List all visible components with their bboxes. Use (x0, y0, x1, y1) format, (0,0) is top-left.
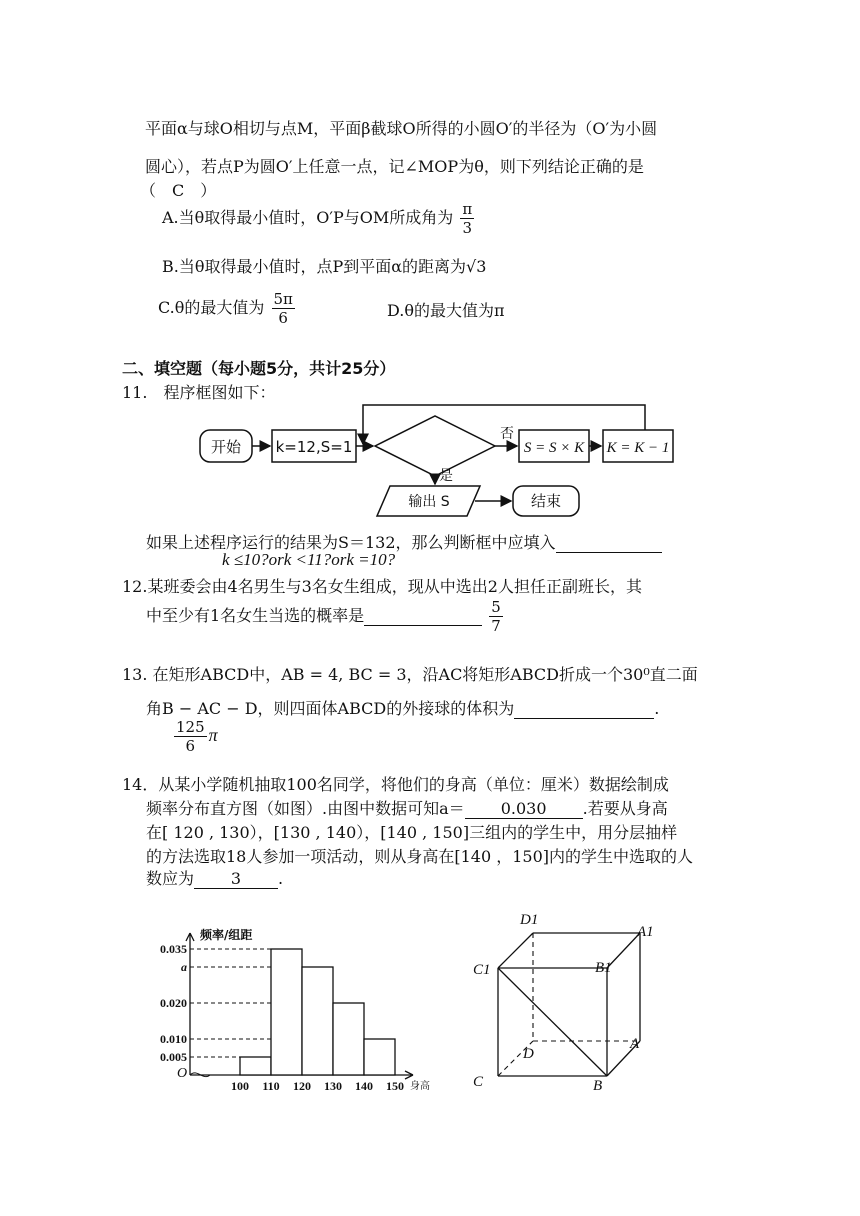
flow-yes-label: 是 (439, 468, 453, 484)
histogram-bar (364, 1039, 395, 1075)
q14-line5: 数应为 3 . (146, 869, 284, 888)
cube-label-b1: B1 (595, 960, 612, 976)
hist-ylabel: 频率/组距 (200, 928, 253, 942)
q11-question: 如果上述程序运行的结果为S＝132，那么判断框中应填入 (146, 530, 662, 553)
histogram-ytick: 0.010 (160, 1032, 187, 1046)
histogram-bar (302, 967, 333, 1075)
q10-answer: （ C ） (140, 181, 217, 200)
q13-line1: 13. 在矩形ABCD中，AB = 4, BC = 3，沿AC将矩形ABCD折成一个30⁰直二面 (122, 665, 698, 684)
cube-label-a1: A1 (637, 924, 654, 940)
flow-decision-diamond (375, 416, 495, 476)
frequency-histogram (145, 925, 445, 1095)
option-a-fraction: $\frac{\pi}{3}$ (462, 200, 473, 237)
histogram-xtick: 140 (355, 1079, 373, 1093)
q10-option-c: C.θ的最大值为 $\frac{5\pi}{6}$ (158, 290, 293, 327)
q13-line2: 角B − AC − D，则四面体ABCD的外接球的体积为 . (146, 699, 660, 718)
flow-output-label: 输出 S (408, 494, 450, 510)
q11-answer: k ≤10?ork <11?ork =10? (222, 550, 396, 569)
histogram-xtick: 150 (386, 1079, 404, 1093)
q10-option-a: A.当θ取得最小值时，O′P与OM所成角为 $\frac{\pi}{3}$ (162, 200, 473, 237)
flow-start-label: 开始 (210, 438, 242, 456)
q14-line1: 14．从某小学随机抽取100名同学，将他们的身高（单位：厘米）数据绘制成 (122, 775, 669, 794)
histogram-bar (333, 1003, 364, 1075)
cube-figure (465, 908, 665, 1093)
cube-label-c: C (473, 1074, 484, 1090)
histogram-bar (271, 949, 302, 1075)
section-heading: 二、填空题（每小题5分，共计25分） (122, 359, 396, 378)
q12-line1: 12.某班委会由4名男生与3名女生组成，现从中选出2人担任正副班长，其 (122, 577, 642, 596)
flow-end-label: 结束 (530, 492, 562, 510)
histogram-xtick: 100 (231, 1079, 249, 1093)
q14-line2: 频率分布直方图（如图）.由图中数据可知a＝ 0.030 .若要从身高 (146, 799, 668, 818)
option-c-fraction: $\frac{5\pi}{6}$ (273, 290, 293, 327)
histogram-xtick: 120 (293, 1079, 311, 1093)
histogram-xtick: 110 (262, 1079, 280, 1093)
q10-line2: 圆心），若点P为圆O′上任意一点，记∠MOP为θ，则下列结论正确的是 (145, 157, 644, 176)
flow-assign-s-label: S = S × K (523, 440, 585, 456)
q14-line4: 的方法选取18人参加一项活动，则从身高在[140 ，150]内的学生中选取的人 (146, 847, 694, 866)
q10-option-b: B.当θ取得最小值时，点P到平面α的距离为√3 (162, 257, 487, 276)
histogram-xtick: 130 (324, 1079, 342, 1093)
cube-label-a: A (630, 1036, 640, 1052)
hist-origin: O (177, 1066, 188, 1081)
q12-line2: 中至少有1名女生当选的概率是 $\frac{5}{7}$ (146, 598, 501, 635)
q14-line3: 在[ 120 , 130），[130 , 140），[140 , 150]三组内的学生中，用分层抽样 (146, 823, 678, 842)
flow-init-label: k=12,S=1 (275, 438, 353, 456)
q13-answer: $\frac{125}{6}$ π (176, 718, 218, 755)
histogram-ytick: a (181, 960, 187, 974)
q11-stem: 11. 程序框图如下： (122, 383, 276, 402)
histogram-bar (240, 1057, 271, 1075)
cube-label-b: B (593, 1078, 603, 1093)
cube-label-d: D (523, 1046, 534, 1062)
q12-answer-fraction: $\frac{5}{7}$ (491, 598, 501, 635)
flowchart (195, 400, 685, 525)
histogram-ytick: 0.035 (160, 942, 187, 956)
flow-no-label: 否 (500, 426, 514, 442)
q10-line1: 平面α与球O相切与点M，平面β截球O所得的小圆O′的半径为（O′为小圆 (145, 119, 658, 138)
cube-label-c1: C1 (473, 962, 491, 978)
flow-assign-k-label: K = K − 1 (606, 440, 670, 456)
q10-option-d: D.θ的最大值为π (387, 301, 505, 320)
histogram-ytick: 0.005 (160, 1050, 187, 1064)
cube-label-d1: D1 (520, 912, 539, 928)
histogram-ytick: 0.020 (160, 996, 187, 1010)
hist-xlabel: 身高 (410, 1081, 430, 1092)
